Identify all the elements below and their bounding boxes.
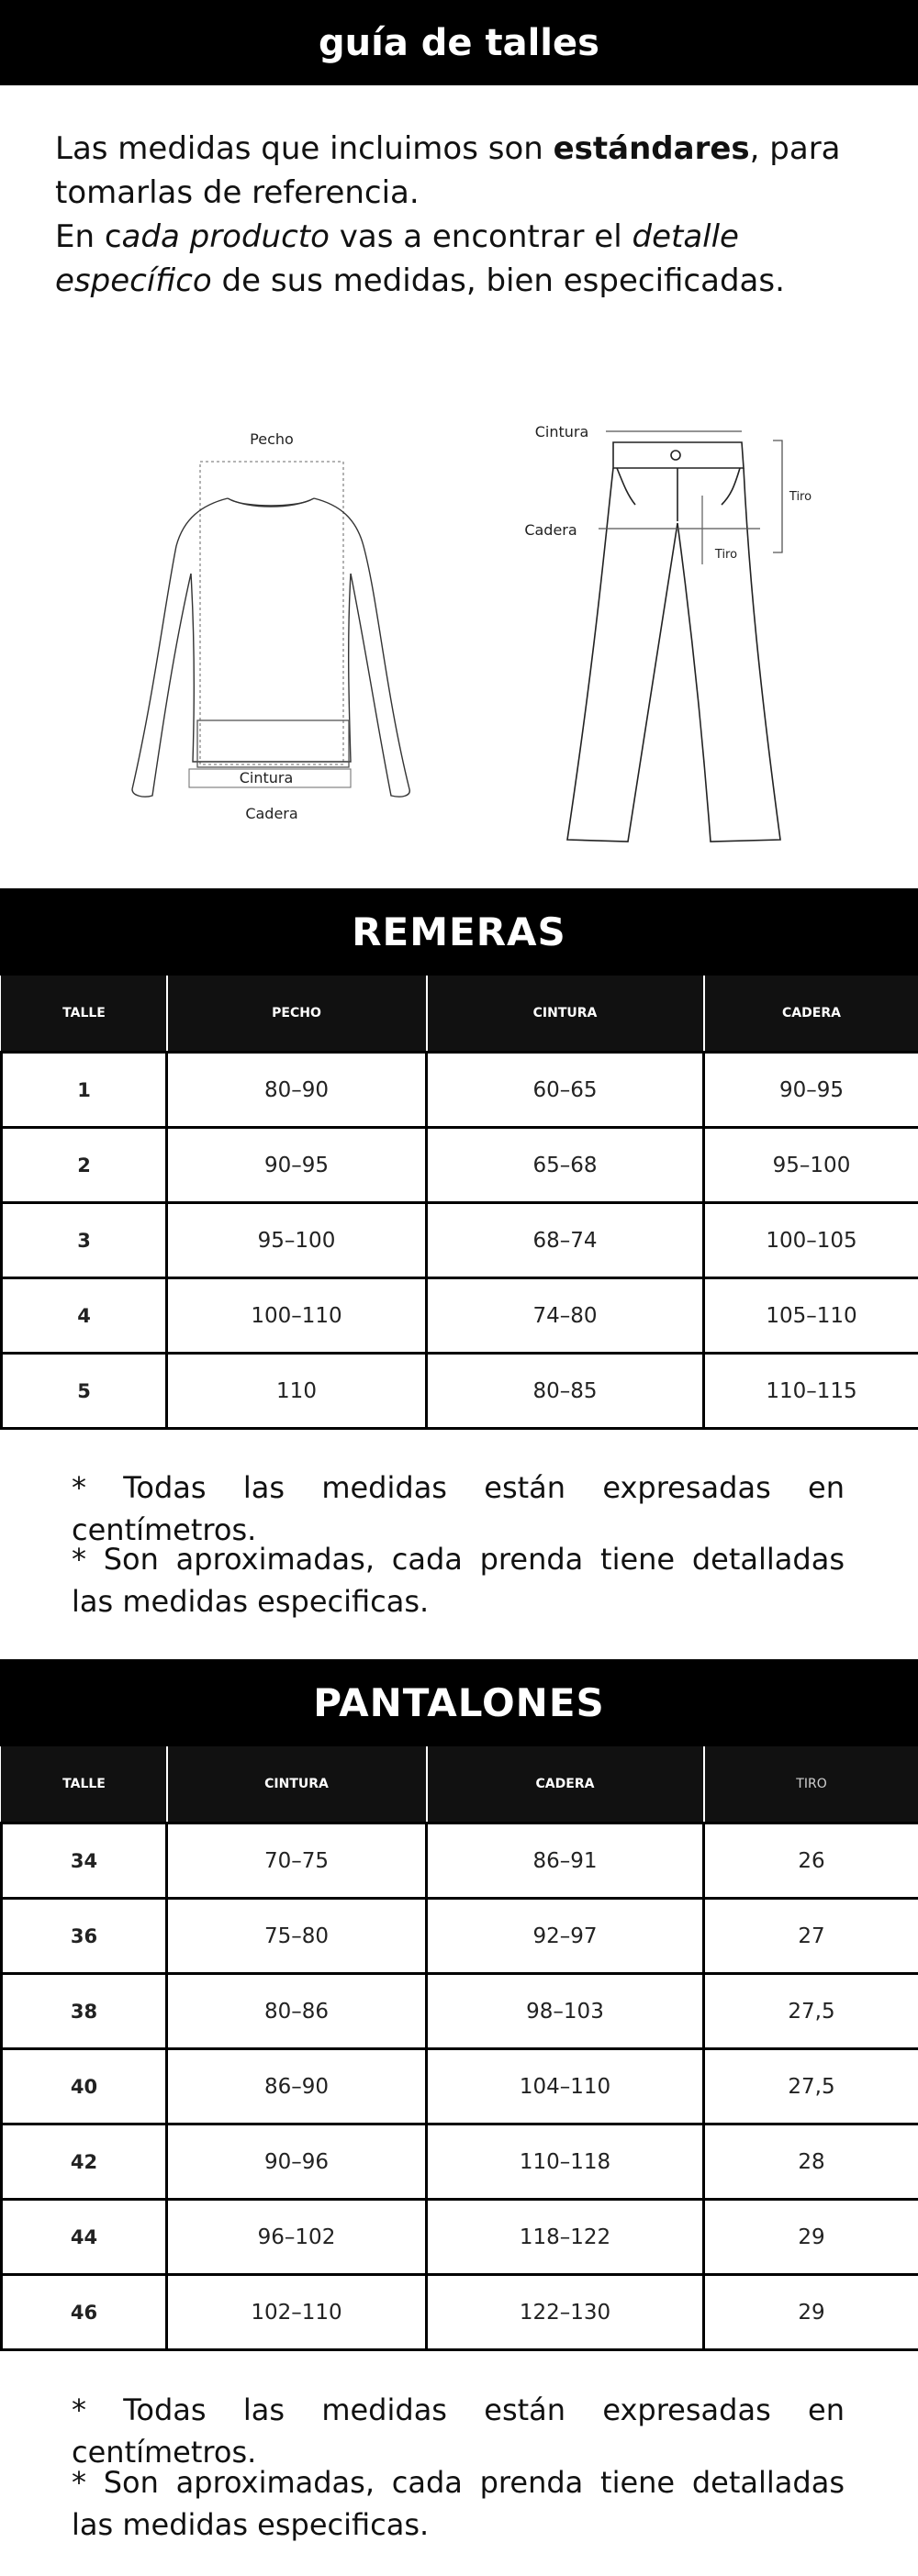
column-header-talle: TALLE [2, 976, 167, 1053]
shirt-hip-label: Cadera [245, 805, 298, 822]
tiro-cell: 29 [704, 2200, 918, 2275]
pants-rise-label-outer: Tiro [789, 490, 812, 504]
table-header-row [2, 1746, 918, 1823]
intro-bold-text: estándares [553, 130, 750, 167]
talle-cell: 36 [2, 1899, 167, 1974]
tiro-cell: 27 [704, 1899, 918, 1974]
intro-text-part: vas a encontrar el [329, 218, 633, 255]
pants-rise-label-inner: Tiro [714, 548, 738, 562]
pants-outline [567, 442, 780, 842]
intro-text-part: , para tomarlas de referencia. [55, 130, 841, 211]
intro-line-2 [55, 215, 872, 303]
shirt-outline [132, 498, 409, 797]
talle-cell: 44 [2, 2200, 167, 2275]
pantalones-title: PANTALONES [313, 1680, 605, 1725]
intro-text-part: Las medidas que incluimos son [55, 130, 554, 167]
pantalones-note-approx: * Son aproximadas, cada prenda tiene detalladas las medidas especificas. [72, 2465, 845, 2542]
cintura-cell: 75–80 [167, 1899, 427, 1974]
cadera-cell: 95–100 [704, 1128, 918, 1203]
talle-cell: 2 [2, 1128, 167, 1203]
pecho-cell: 100–110 [167, 1278, 427, 1354]
cintura-cell: 80–86 [167, 1974, 427, 2049]
table-row [2, 2275, 918, 2350]
intro-italic-text: ada producto [121, 218, 330, 255]
tiro-cell: 28 [704, 2124, 918, 2200]
intro-text [55, 127, 872, 303]
cintura-cell: 90–96 [167, 2124, 427, 2200]
table-row [2, 1128, 918, 1203]
intro-text-part: En c [55, 218, 122, 255]
cadera-cell: 90–95 [704, 1053, 918, 1128]
talle-cell: 4 [2, 1278, 167, 1354]
pants-measurement-diagram [514, 413, 845, 863]
column-header-cadera: CADERA [704, 976, 918, 1053]
cadera-cell: 105–110 [704, 1278, 918, 1354]
pantalones-section-header [0, 1659, 918, 1746]
column-header-tiro: TIRO [704, 1746, 918, 1823]
table-row [2, 1354, 918, 1429]
pants-hip-label: Cadera [524, 521, 577, 539]
pantalones-note-units: * Todas las medidas están expresadas en centímetros. [72, 2392, 845, 2470]
cadera-cell: 122–130 [427, 2275, 704, 2350]
cintura-cell: 80–85 [427, 1354, 704, 1429]
pecho-cell: 90–95 [167, 1128, 427, 1203]
shirt-chest-label: Pecho [250, 430, 294, 448]
table-row [2, 1974, 918, 2049]
intro-text-part: de sus medidas, bien especificadas. [211, 262, 785, 299]
cintura-cell: 102–110 [167, 2275, 427, 2350]
intro-italic-text: detalle específico [55, 218, 739, 299]
column-header-cintura: CINTURA [167, 1746, 427, 1823]
cintura-cell: 68–74 [427, 1203, 704, 1278]
column-header-cadera: CADERA [427, 1746, 704, 1823]
cintura-cell: 60–65 [427, 1053, 704, 1128]
talle-cell: 42 [2, 2124, 167, 2200]
cintura-cell: 86–90 [167, 2049, 427, 2124]
waist-measure-box [197, 720, 349, 767]
tiro-cell: 26 [704, 1823, 918, 1899]
table-row [2, 1203, 918, 1278]
intro-line-1 [55, 127, 872, 215]
table-row [2, 2200, 918, 2275]
table-row [2, 1899, 918, 1974]
cadera-cell: 104–110 [427, 2049, 704, 2124]
table-row [2, 1278, 918, 1354]
remeras-note-approx: * Son aproximadas, cada prenda tiene detalladas las medidas especificas. [72, 1542, 845, 1619]
talle-cell: 38 [2, 1974, 167, 2049]
talle-cell: 34 [2, 1823, 167, 1899]
talle-cell: 40 [2, 2049, 167, 2124]
remeras-title: REMERAS [352, 909, 566, 954]
column-header-cintura: CINTURA [427, 976, 704, 1053]
table-row [2, 1053, 918, 1128]
talle-cell: 1 [2, 1053, 167, 1128]
pantalones-size-table [0, 1746, 918, 2351]
cintura-cell: 70–75 [167, 1823, 427, 1899]
tiro-cell: 27,5 [704, 2049, 918, 2124]
column-header-talle: TALLE [2, 1746, 167, 1823]
talle-cell: 3 [2, 1203, 167, 1278]
cintura-cell: 74–80 [427, 1278, 704, 1354]
shirt-measurement-diagram [110, 418, 441, 840]
cadera-cell: 118–122 [427, 2200, 704, 2275]
cadera-cell: 100–105 [704, 1203, 918, 1278]
remeras-note-units: * Todas las medidas están expresadas en centímetros. [72, 1470, 845, 1547]
pecho-cell: 80–90 [167, 1053, 427, 1128]
talle-cell: 5 [2, 1354, 167, 1429]
tiro-cell: 27,5 [704, 1974, 918, 2049]
pecho-cell: 95–100 [167, 1203, 427, 1278]
remeras-size-table [0, 976, 918, 1430]
cintura-cell: 96–102 [167, 2200, 427, 2275]
talle-cell: 46 [2, 2275, 167, 2350]
cadera-cell: 110–118 [427, 2124, 704, 2200]
pecho-cell: 110 [167, 1354, 427, 1429]
tiro-cell: 29 [704, 2275, 918, 2350]
cadera-cell: 92–97 [427, 1899, 704, 1974]
page-title: guía de talles [319, 21, 599, 64]
table-header-row [2, 976, 918, 1053]
column-header-pecho: PECHO [167, 976, 427, 1053]
cintura-cell: 65–68 [427, 1128, 704, 1203]
pants-waist-label: Cintura [534, 423, 589, 440]
table-row [2, 1823, 918, 1899]
page-header [0, 0, 918, 85]
table-row [2, 2049, 918, 2124]
remeras-section-header [0, 888, 918, 976]
cadera-cell: 98–103 [427, 1974, 704, 2049]
shirt-waist-label: Cintura [239, 769, 294, 786]
rise-bracket-outer [773, 440, 782, 552]
cadera-cell: 86–91 [427, 1823, 704, 1899]
table-row [2, 2124, 918, 2200]
cadera-cell: 110–115 [704, 1354, 918, 1429]
